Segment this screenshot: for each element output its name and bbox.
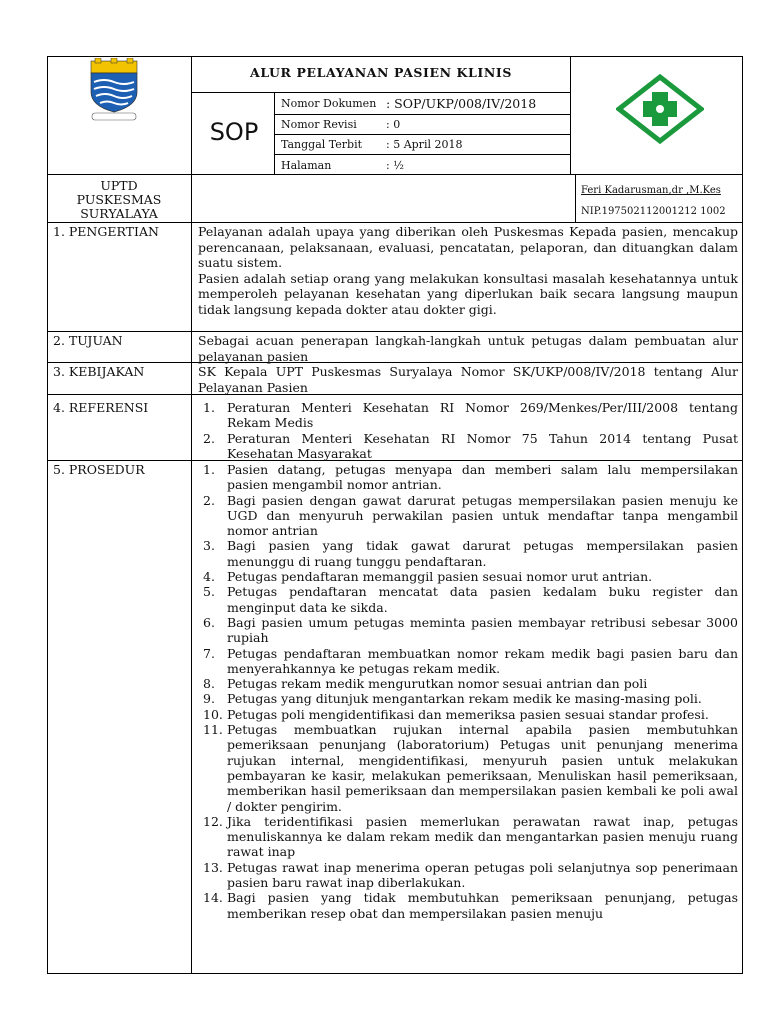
meta-value-halaman: : ½ bbox=[386, 159, 404, 172]
signer-nip: NIP.197502112001212 1002 bbox=[581, 206, 726, 217]
list-item: 12. Jika teridentifikasi pasien memerlukan perawatan rawat inap, petugas menuliskannya ke dalam rekam medik dan mengantarkan pasien menuju ruang rawat inap bbox=[203, 813, 738, 860]
meta-label-tanggal-terbit: Tanggal Terbit bbox=[281, 138, 363, 151]
list-item: 7. Petugas pendaftaran membuatkan nomor rekam medik bagi pasien baru dan menyerahkannya ke petugas rekam medik. bbox=[203, 645, 738, 676]
list-item: 3. Bagi pasien yang tidak gawat darurat petugas mempersilakan pasien menunggu di ruang tunggu pendaftaran. bbox=[203, 538, 738, 569]
section-label-referensi: 4. REFERENSI bbox=[53, 400, 149, 415]
signer-name: Feri Kadarusman,dr ,M.Kes bbox=[581, 185, 721, 196]
list-item: 1. Peraturan Menteri Kesehatan RI Nomor 269/Menkes/Per/III/2008 tentang Rekam Medis bbox=[203, 400, 738, 431]
org-line-3: SURYALAYA bbox=[80, 206, 158, 221]
puskesmas-logo bbox=[616, 74, 704, 144]
section-label-tujuan: 2. TUJUAN bbox=[53, 333, 123, 348]
list-item: 6. Bagi pasien umum petugas meminta pasien membayar retribusi sebesar 3000 rupiah bbox=[203, 614, 738, 646]
section-body-kebijakan: SK Kepala UPT Puskesmas Suryalaya Nomor SK/UKP/008/IV/2018 tentang Alur Pelayanan Pasien bbox=[198, 364, 738, 395]
meta-label-nomor-revisi: Nomor Revisi bbox=[281, 118, 357, 131]
meta-value-tanggal-terbit: : 5 April 2018 bbox=[386, 138, 463, 151]
list-item: 8. Petugas rekam medik mengurutkan nomor sesuai antrian dan poli bbox=[203, 676, 648, 692]
section-label-pengertian: 1. PENGERTIAN bbox=[53, 224, 159, 239]
list-item: 1. Pasien datang, petugas menyapa dan memberi salam lalu mempersilakan pasien mengambil nomor antrian. bbox=[203, 462, 738, 493]
list-item: 2. Peraturan Menteri Kesehatan RI Nomor 75 Tahun 2014 tentang Pusat Kesehatan Masyarakat bbox=[203, 430, 738, 461]
referensi-list bbox=[203, 400, 738, 461]
org-line-1: UPTD bbox=[100, 178, 138, 193]
org-line-2: PUSKESMAS bbox=[76, 192, 162, 207]
meta-value-nomor-dokumen: : SOP/UKP/008/IV/2018 bbox=[386, 96, 537, 111]
pengertian-paragraph-1: Pelayanan adalah upaya yang diberikan oleh Puskesmas Kepada pasien, mencakup perencanaan, pelaksanaan, evaluasi, pencatatan, pelaporan, dan dituangkan dalam suatu sistem. bbox=[198, 224, 738, 270]
city-logo bbox=[86, 58, 142, 122]
list-item: 11. Petugas membuatkan rujukan internal apabila pasien membutuhkan pemeriksaan penunjang (laboratorium) Petugas unit penunjang menerima rujukan internal, mengidentifikasi, menyuruh pasien untuk melakukan pembayaran ke kasir, melakukan pemeriksaan, Menuliskan hasil pemeriksaan, memberikan hasil pemeriksaan dan mempersilakan pasien kembali ke poli awal / dokter pengirim. bbox=[203, 722, 738, 814]
meta-value-nomor-revisi: : 0 bbox=[386, 118, 401, 131]
prosedur-list bbox=[203, 462, 738, 972]
document-title: ALUR PELAYANAN PASIEN KLINIS bbox=[250, 65, 512, 80]
section-label-kebijakan: 3. KEBIJAKAN bbox=[53, 364, 145, 379]
list-item: 10. Petugas poli mengidentifikasi dan memeriksa pasien sesuai standar profesi. bbox=[203, 706, 709, 722]
meta-label-halaman: Halaman bbox=[281, 159, 332, 172]
list-item: 5. Petugas pendaftaran mencatat data pasien kedalam buku register dan menginput data ke sikda. bbox=[203, 584, 738, 615]
sop-label: SOP bbox=[209, 118, 259, 146]
section-body-tujuan: Sebagai acuan penerapan langkah-langkah untuk petugas dalam pembuatan alur pelayanan pasien bbox=[198, 333, 738, 364]
list-item: 4. Petugas pendaftaran memanggil pasien sesuai nomor urut antrian. bbox=[203, 569, 653, 585]
list-item: 9. Petugas yang ditunjuk mengantarkan rekam medik ke masing-masing poli. bbox=[203, 691, 702, 707]
section-body-pengertian bbox=[198, 224, 738, 317]
section-label-prosedur: 5. PROSEDUR bbox=[53, 462, 145, 477]
list-item: 2. Bagi pasien dengan gawat darurat petugas mempersilakan pasien menuju ke UGD dan menyuruh perwakilan pasien untuk mendaftar tanpa mengambil nomor antrian bbox=[203, 492, 738, 539]
meta-label-nomor-dokumen: Nomor Dokumen bbox=[281, 97, 377, 110]
list-item: 14. Bagi pasien yang tidak membutuhkan pemeriksaan penunjang, petugas memberikan resep obat dan mempersilakan pasien menuju bbox=[203, 890, 738, 921]
list-item: 13. Petugas rawat inap menerima operan petugas poli selanjutnya sop penerimaan pasien baru rawat inap diberlakukan. bbox=[203, 859, 738, 891]
pengertian-paragraph-2: Pasien adalah setiap orang yang melakukan konsultasi masalah kesehatannya untuk memperoleh pelayanan kesehatan yang diperlukan baik secara langsung maupun tidak langsung kepada dokter atau dokter gigi. bbox=[198, 270, 738, 317]
